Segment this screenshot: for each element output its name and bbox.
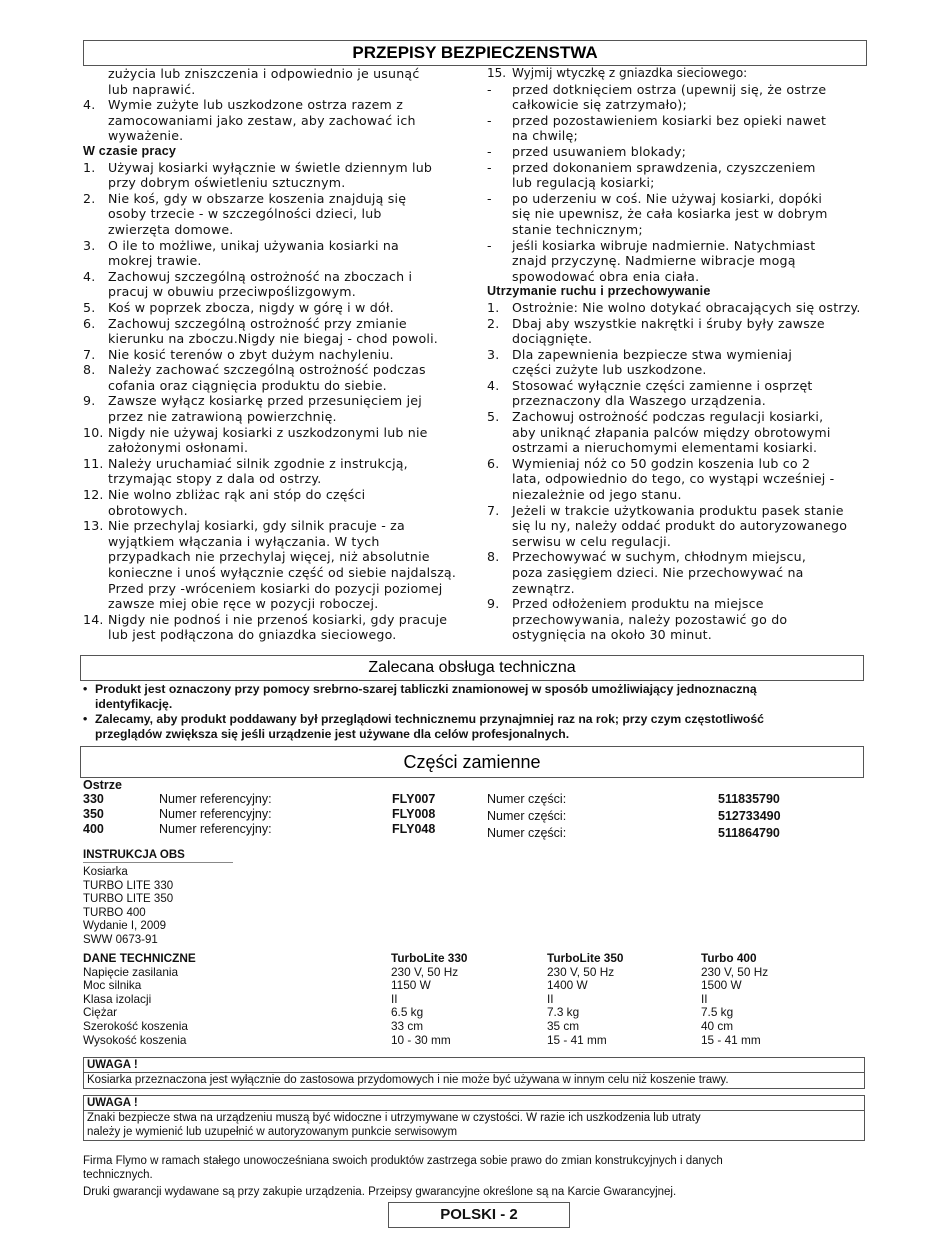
tech-value: 35 cm [547,1018,580,1033]
footer-line: Firma Flymo w ramach stałego unowocześniana swoich produktów zastrzega sobie prawo do zmian konstrukcyjnych i danych [83,1155,723,1167]
part-number: 511835790 [718,792,780,806]
item-line: Jeżeli w trakcie użytkowania produktu pasek stanie [512,502,844,518]
list-item [83,456,465,487]
item-line: przed pozostawieniem kosiarki bez opieki nawet [512,112,827,128]
item-line: cofania oraz ciągnięcia produktu do siebie. [108,377,387,393]
warning-text: należy je wymienić lub uzupełnić w autoryzowanym punkcie serwisowym [87,1126,458,1138]
manual-line: TURBO 400 [83,906,146,919]
item-text [108,456,465,487]
item-number: 11. [83,455,104,471]
list-item [487,113,867,144]
warning-heading: UWAGA ! [84,1058,864,1073]
list-item [83,487,465,518]
item-line: dociągnięte. [512,331,593,347]
ref-label: Numer referencyjny: [159,807,272,821]
part-number: 512733490 [718,809,781,823]
list-item [487,409,867,456]
tech-value: II [547,991,554,1006]
item-text [512,316,867,347]
manual-info [83,866,173,947]
item-line: jeśli kosiarka wibruje nadmiernie. Natychmiast [512,237,816,253]
item-line: przed dotknięciem ostrza (upewnij się, że ostrze [512,81,827,97]
list-item [83,238,465,269]
tech-value: 7.3 kg [547,1005,580,1020]
list-item [83,712,873,742]
item-line: ostrzami a nieruchomymi elementami kosiarki. [512,440,818,456]
item-text [95,712,873,742]
item-number: 9. [487,596,500,612]
item-text [512,82,867,113]
item-text [512,596,867,643]
tech-model-name: TurboLite 350 [547,951,624,965]
item-line: serwisu w celu regulacji. [512,533,672,549]
item-number: - [487,143,492,159]
list-item [487,191,867,238]
manual-line: Kosiarka [83,866,128,878]
item-number: 4. [83,268,96,284]
warning-heading: UWAGA ! [84,1096,864,1111]
item-number: 6. [83,315,96,331]
part-size: 350 [83,807,104,821]
item-line: O ile to możliwe, unikaj używania kosiarki na [108,237,399,253]
tech-label: Szerokość koszenia [83,1018,188,1033]
ref-label: Numer referencyjny: [159,822,272,836]
item-line: Wymie zużyte lub uszkodzone ostrza razem z [108,97,404,113]
item-text [108,612,465,643]
item-text [108,362,465,393]
item-line: się nie upewnisz, że cała kosiarka jest w dobrym [512,206,828,222]
left-column [83,66,465,643]
item-text [512,456,867,503]
item-line: Należy zachować szczególną ostrożność podczas [108,362,426,378]
tech-value: 230 V, 50 Hz [391,964,459,979]
list-item [487,144,867,160]
section-heading-during-work: W czasie pracy [83,143,177,158]
item-number: • [83,682,88,696]
item-line: spowodować obra enia ciała. [512,268,700,284]
item-line: stanie technicznym; [512,221,643,237]
item-text [108,238,465,269]
divider [83,862,233,863]
item-line: zamocowaniami jako zestaw, aby zachować ich [108,112,416,128]
item-line: niezależnie od jego stanu. [512,487,682,503]
list-item [487,596,867,643]
item-number: 13. [83,518,104,534]
item-line: Zachowuj szczególną ostrożność na zboczach i [108,268,413,284]
item-text [512,378,867,409]
item-line: ostygnięcia na około 30 minut. [512,627,712,643]
item-line: zawsze miej obie ręce w pozycji roboczej. [108,596,379,612]
item-number: 3. [487,346,500,362]
list-item [83,347,465,363]
item-text [108,487,465,518]
tech-value: 1150 W [391,978,431,993]
manual-line: SWW 0673-91 [83,933,158,946]
item-line: całkowicie się zatrzymało); [512,97,687,113]
item-text [108,300,465,316]
tech-value: 230 V, 50 Hz [701,964,769,979]
item-line: Przed odłożeniem produktu na miejsce [512,596,764,612]
list-item [487,300,867,316]
tech-model-name: Turbo 400 [701,951,757,965]
item-line: mokrej trawie. [108,253,202,269]
item-number: 1. [83,159,96,175]
list-item [83,316,465,347]
item-number: - [487,190,492,206]
item-text [512,160,867,191]
item-line: Przed przy -wróceniem kosiarki do pozycji poziomej [108,580,443,596]
item-line: zwierzęta domowe. [108,221,234,237]
item-text [108,191,465,238]
part-number: 511864790 [718,826,780,840]
item-number: 9. [83,393,96,409]
manual-line: TURBO LITE 350 [83,893,174,905]
tech-value: 10 - 30 mm [391,1032,451,1047]
tech-heading: DANE TECHNICZNE [83,951,196,965]
item-number: 6. [487,455,500,471]
tech-labels [83,952,196,1047]
item-text [108,425,465,456]
item-line: przed usuwaniem blokady; [512,143,687,159]
ref-label: Numer referencyjny: [159,792,272,806]
section-title-parts: Części zamienne [80,746,864,778]
item-number: - [487,112,492,128]
tech-label: Napięcie zasilania [83,964,179,979]
left-items-list [83,160,465,643]
item-line: Nie kosić terenów o zbyt dużym nachyleniu. [108,346,394,362]
list-item [487,456,867,503]
tech-value: 1400 W [547,978,588,993]
tech-value: 6.5 kg [391,1005,424,1020]
item-line: Nie wolno zbliżac rąk ani stóp do części [108,487,366,503]
item-text [512,300,867,316]
warning-text: Kosiarka przeznaczona jest wyłącznie do zastosowa przydomowych i nie może być używana w innym celu niż koszenie trawy. [87,1074,729,1086]
tech-label: Ciężar [83,1005,118,1020]
item-line: Dla zapewnienia bezpiecze stwa wymieniaj [512,346,793,362]
item-number: 4. [487,377,500,393]
tech-model-column [391,952,467,1047]
list-item [487,238,867,285]
list-item [487,503,867,550]
list-item [487,316,867,347]
manual-line: TURBO LITE 330 [83,879,174,892]
intro-line: zużycia lub zniszczenia i odpowiednio je usunąć [108,66,420,81]
list-item [83,518,465,612]
item-line: lata, odpowiednio do tego, co wystąpi wcześniej - [512,471,835,487]
tech-model-name: TurboLite 330 [391,951,468,965]
item-line: Zachowuj ostrożność podczas regulacji kosiarki, [512,409,824,425]
item-number: 3. [83,237,96,253]
list-item [83,393,465,424]
section-title-safety: PRZEPISY BEZPIECZENSTWA [83,40,867,66]
warning-text: Znaki bezpiecze stwa na urządzeniu muszą być widoczne i utrzymywane w czystości. W razie ich uszkodzenia lub utraty [87,1112,701,1124]
item-number: • [83,712,88,726]
item-text [108,160,465,191]
part-size: 330 [83,792,104,806]
item-text [512,238,867,285]
item-number: - [487,237,492,253]
item-line: Zachowuj szczególną ostrożność przy zmianie [108,315,407,331]
section-title-service: Zalecana obsługa techniczna [80,655,864,681]
item-line: Wymieniaj nóż co 50 godzin koszenia lub co 2 [512,455,811,471]
item-line: Używaj kosiarki wyłącznie w świetle dziennym lub [108,159,433,175]
item-line: Zawsze wyłącz kosiarkę przed przesunięciem jej [108,393,422,409]
list-item [83,362,465,393]
part-label: Numer części: [487,809,567,823]
item-number: 10. [83,424,104,440]
item-line: lub jest podłączona do gniazdka sieciowego. [108,627,397,643]
ref-number: FLY008 [392,807,436,821]
tech-value: 7.5 kg [701,1005,734,1020]
item-line: Wyjmij wtyczkę z gniazdka sieciowego: [512,66,748,80]
item-line: Ostrożnie: Nie wolno dotykać obracających się ostrzy. [512,299,861,315]
item-line: przy dobrym oświetleniu sztucznym. [108,175,346,191]
item-line: lub regulacją kosiarki; [512,175,655,191]
part-size: 400 [83,822,104,836]
item-line: osoby trzecie - w szczególności dzieci, lub [108,206,382,222]
ref-number: FLY007 [392,792,436,806]
list-item [487,378,867,409]
list-item [83,612,465,643]
footer-paragraph-1 [83,1154,873,1182]
item-line: identyfikację. [95,697,173,711]
item-line: poza zasięgiem dzieci. Nie przechowywać na [512,565,804,580]
item-number: 7. [83,346,96,362]
item-number: 15. [487,66,507,80]
tech-value: 15 - 41 mm [547,1032,607,1047]
item-line: po uderzeniu w coś. Nie używaj kosiarki, dopóki [512,190,823,206]
item-line: obrotowych. [108,502,188,518]
item-line: przed dokonaniem sprawdzenia, czyszczeniem [512,159,816,175]
item-line: Koś w poprzek zbocza, nigdy w górę i w dół. [108,299,394,315]
item-line: na chwilę; [512,128,578,144]
item-line: założonymi osłonami. [108,440,249,456]
item-line: pracuj w obuwiu przeciwpoślizgowym. [108,284,356,300]
warning-box-1 [83,1057,865,1089]
right-column [487,66,867,643]
item-line: kierunku na zboczu.Nigdy nie biegaj - chod powoli. [108,331,439,347]
item-text [108,269,465,300]
item-line: przeznaczony dla Waszego urządzenia. [512,393,766,409]
item-line: Stosować wyłącznie części zamienne i osprzęt [512,377,813,393]
right-items-list [487,300,867,643]
tech-value: 15 - 41 mm [701,1032,761,1047]
list-item [83,269,465,300]
tech-value: 33 cm [391,1018,424,1033]
item-line: Nie przechylaj kosiarki, gdy silnik pracuje - za [108,518,405,534]
item-number: 12. [83,487,104,503]
item-text [512,347,867,378]
item-text [95,682,873,712]
page-number: POLSKI - 2 [388,1202,570,1228]
tech-value: 1500 W [701,978,742,993]
item-text [512,113,867,144]
service-bullets [83,682,873,742]
part-label: Numer części: [487,792,567,806]
list-item [487,160,867,191]
item-line: zewnątrz. [512,580,575,596]
manual-title: INSTRUKCJA OBS [83,849,185,861]
item-text [512,503,867,550]
list-item [83,425,465,456]
item-line: przeglądów zwiększa się jeśli urządzenie jest używane dla celów profesjonalnych. [95,727,570,741]
item-text [108,316,465,347]
warning-box-2 [83,1095,865,1141]
item-number: 1. [487,299,500,315]
list-item [83,682,873,712]
tech-value: 230 V, 50 Hz [547,964,615,979]
tech-value: 40 cm [701,1018,734,1033]
item-text [512,144,867,160]
item-line: wyjątkiem włączania i wyłączania. W tych [108,533,380,549]
item-number: 8. [83,362,96,378]
list-item [487,82,867,113]
item-number: 14. [83,611,104,627]
item-line: części zużyte lub uszkodzone. [512,362,707,378]
item-line: Przechowywać w suchym, chłodnym miejscu, [512,549,807,565]
item-line: trzymając stopy z dala od ostrzy. [108,471,322,487]
blade-label: Ostrze [83,778,122,792]
item-line: przez nie zatrawioną powierzchnię. [108,409,337,425]
intro-line: lub naprawić. [108,81,196,97]
tech-value: II [701,991,708,1006]
item-number: 2. [83,190,96,206]
item-line: Produkt jest oznaczony przy pomocy srebrno-szarej tabliczki znamionowej w sposób umożliwiający jednoznaczną [95,682,757,696]
tech-label: Moc silnika [83,978,142,993]
item-number: - [487,81,492,97]
footer-paragraph-2: Druki gwarancji wydawane są przy zakupie urządzenia. Przeipsy gwarancyjne określone są na Karcie Gwarancyjnej. [83,1186,677,1198]
item-text [512,549,867,596]
item-line: znajd przyczynę. Nadmierne wibracje mogą [512,253,796,269]
dash-items-list [487,82,867,285]
item-line: aby uniknąć złapania palców między obrotowymi [512,424,831,440]
list-item [487,549,867,596]
item-number: 7. [487,502,500,518]
item-line: wyważenie. [108,128,184,144]
item-number: 5. [83,299,96,315]
tech-label: Wysokość koszenia [83,1032,187,1047]
tech-label: Klasa izolacji [83,991,152,1006]
item-line: konieczne i unoś wyłącznie część od siebie najdalszą. [108,565,457,580]
item-line: Nigdy nie podnoś i nie przenoś kosiarki, gdy pracuje [108,611,448,627]
list-item [83,300,465,316]
footer-line: technicznych. [83,1169,153,1181]
item-line: się lu ny, należy oddać produkt do autoryzowanego [512,518,848,534]
item-number: 8. [487,549,500,565]
manual-line: Wydanie I, 2009 [83,920,167,932]
item-number: 5. [487,409,500,425]
section-heading-maintenance: Utrzymanie ruchu i przechowywanie [487,284,711,299]
item-line: Nie koś, gdy w obszarze koszenia znajdują się [108,190,407,206]
item-number: 2. [487,315,500,331]
list-item [487,347,867,378]
item-text [108,393,465,424]
item-line: Zalecamy, aby produkt poddawany był przeglądowi technicznemu przynajmniej raz na rok; przy czym częstotliwość [95,712,764,726]
item-text [108,518,465,612]
tech-model-column [701,952,768,1047]
item-line: Nigdy nie używaj kosiarki z uszkodzonymi lub nie [108,424,428,440]
list-item [83,160,465,191]
ref-number: FLY048 [392,822,436,836]
tech-model-column [547,952,623,1047]
list-item [83,191,465,238]
list-item [83,97,465,144]
list-item [487,66,867,82]
tech-value: II [391,991,398,1006]
item-number: - [487,159,492,175]
item-number: 4. [83,97,96,113]
part-label: Numer części: [487,826,567,840]
item-line: Należy uruchamiać silnik zgodnie z instrukcją, [108,455,408,471]
item-line: przechowywania, należy pozostawić go do [512,611,788,627]
item-text [512,409,867,456]
item-line: przypadkach nie przechylaj więcej, niż absolutnie [108,549,430,565]
item-text [512,191,867,238]
item-text [108,347,465,363]
item-line: Dbaj aby wszystkie nakrętki i śruby były zawsze [512,315,825,331]
